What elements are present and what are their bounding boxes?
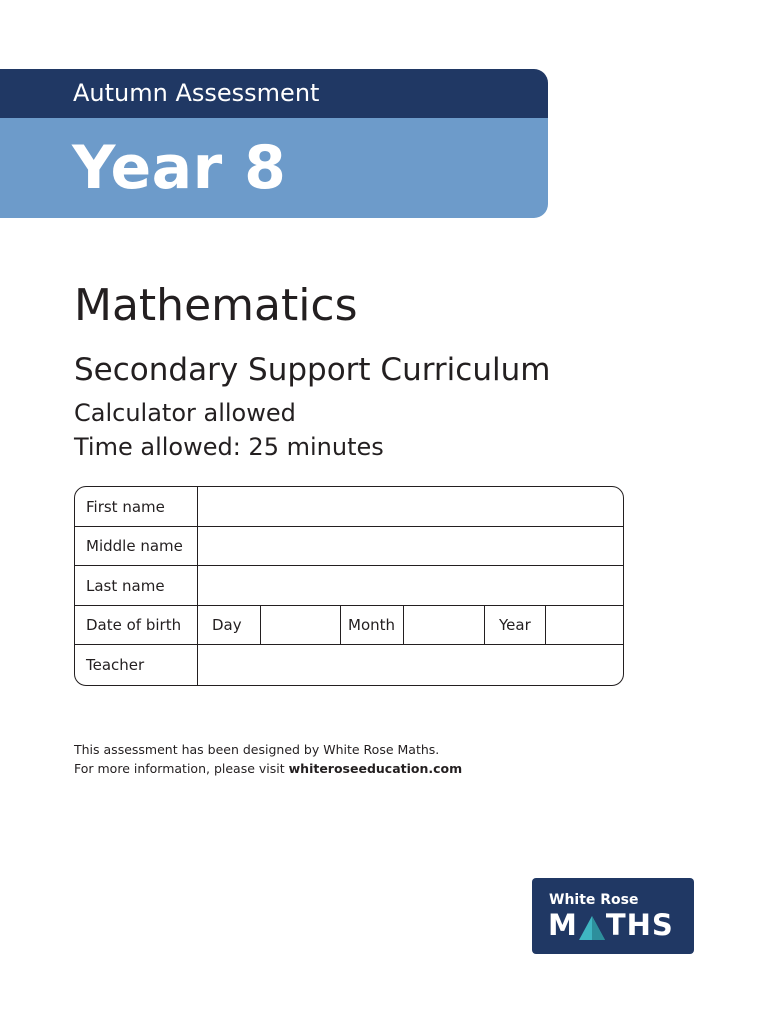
- logo-top-text: White Rose: [549, 892, 639, 908]
- year-label: Year: [485, 605, 546, 644]
- middle-name-field[interactable]: [198, 526, 623, 565]
- month-field[interactable]: [404, 605, 485, 644]
- last-name-label: Last name: [75, 566, 198, 605]
- assessment-type: Autumn Assessment: [0, 69, 548, 118]
- year-field[interactable]: [546, 605, 623, 644]
- calculator-note: Calculator allowed: [74, 399, 296, 427]
- year-title: Year 8: [0, 118, 548, 218]
- middle-name-label: Middle name: [75, 526, 198, 565]
- month-label: Month: [341, 605, 404, 644]
- logo-main-left: M: [548, 908, 578, 942]
- logo-main-right: THS: [605, 908, 674, 942]
- triangle-a-icon: [579, 913, 605, 937]
- time-allowed: Time allowed: 25 minutes: [74, 433, 384, 461]
- first-name-label: First name: [75, 487, 198, 526]
- day-field[interactable]: [261, 605, 341, 644]
- teacher-label: Teacher: [75, 645, 198, 686]
- day-label: Day: [198, 605, 261, 644]
- subject-title: Mathematics: [74, 280, 358, 331]
- curriculum-title: Secondary Support Curriculum: [74, 352, 551, 388]
- date-of-birth-label: Date of birth: [75, 605, 198, 644]
- first-name-field[interactable]: [198, 487, 623, 526]
- first-name-row: [75, 487, 623, 527]
- footer-note: [74, 740, 462, 778]
- logo-main-text: [548, 908, 674, 942]
- last-name-field[interactable]: [198, 566, 623, 605]
- footer-line-1: This assessment has been designed by White Rose Maths.: [74, 742, 440, 757]
- teacher-field[interactable]: [198, 645, 623, 686]
- teacher-row: [75, 645, 623, 686]
- last-name-row: [75, 566, 623, 606]
- header-banner: [0, 69, 548, 218]
- student-details-form: [74, 486, 624, 686]
- date-of-birth-row: [75, 605, 623, 645]
- footer-line-2: [74, 759, 462, 778]
- footer-line-2-prefix: For more information, please visit: [74, 761, 289, 776]
- white-rose-maths-logo: [532, 878, 694, 954]
- website-link[interactable]: whiteroseeducation.com: [288, 761, 463, 776]
- middle-name-row: [75, 526, 623, 566]
